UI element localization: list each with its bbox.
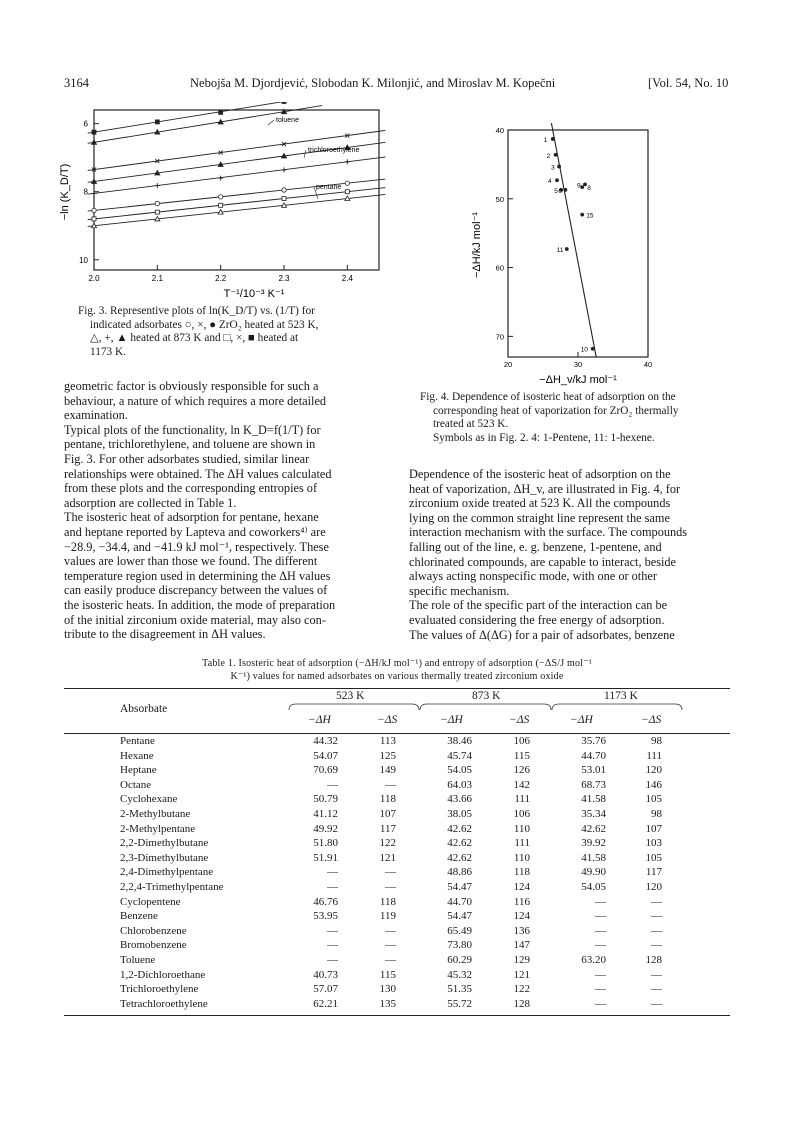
table-cell: 107 [379, 807, 396, 820]
table-row [64, 982, 670, 997]
figure-4 [468, 120, 668, 390]
table-cell: 35.76 [581, 735, 606, 747]
absorbate-name: 1,2-Dichloroethane [120, 968, 206, 981]
fig3-label-trichloroethylene: trichloroethylene [308, 147, 360, 154]
fig3-ytick-label: 8 [83, 187, 88, 197]
table-row [64, 968, 670, 983]
fig4-point [554, 153, 558, 157]
table-cell: 45.74 [447, 749, 472, 762]
table-cell: 130 [379, 983, 396, 996]
absorbate-name: 2,4-Dimethylpentane [120, 866, 214, 879]
table-row [64, 865, 670, 880]
absorbate-name: Octane [120, 778, 152, 791]
table-caption-line: K⁻¹) values for named adsorbates on various thermally treated zirconium oxide [230, 671, 564, 682]
sub-dh: −ΔH [308, 714, 331, 726]
table-cell: 54.47 [447, 910, 472, 923]
fig4-point-label: 10 [580, 346, 588, 354]
fig4-point-label: 6 [558, 187, 563, 195]
table-cell: 129 [513, 953, 530, 966]
fig3-series-line [88, 106, 322, 144]
fig4-ytick-label: 60 [495, 263, 504, 273]
fig3-ylabel: −ln (K_D/T) [59, 163, 71, 221]
fig3-caption-line: △, +, ▲ heated at 873 K and □, ×, ■ heated at [90, 332, 299, 345]
table-cell: 106 [513, 735, 530, 747]
text-line: tribute to the disagreement in ΔH values. [64, 627, 266, 642]
table-cell: 111 [514, 793, 530, 806]
table-body [64, 734, 730, 1011]
fig3-series-line [88, 194, 386, 226]
text-line: chlorinated compounds, are capable to interact, beside [409, 554, 677, 569]
sub-ds: −ΔS [509, 714, 530, 726]
fig3-point [345, 190, 349, 194]
table-cell: 51.80 [313, 837, 338, 850]
table-top-rule [64, 688, 730, 689]
table-row [64, 895, 670, 910]
table-cell: 142 [513, 778, 530, 791]
fig4-point [591, 347, 595, 351]
fig4-plot [468, 120, 668, 390]
fig3-point [92, 217, 96, 221]
text-line: falling out of the line, e. g. benzene, 1-pentene, and [409, 539, 662, 554]
fig4-ytick-label: 50 [495, 194, 504, 204]
table-cell: — [327, 924, 338, 937]
fig4-point [557, 165, 561, 169]
running-authors: Nebojša M. Djordjević, Slobodan K. Milonjić, and Miroslav M. Kopečni [190, 76, 556, 90]
fig3-point [92, 208, 96, 212]
fig4-xlabel: −ΔH_v/kJ mol⁻¹ [539, 374, 617, 386]
table-cell: 38.46 [447, 735, 472, 747]
table-cell: 51.91 [313, 851, 338, 864]
fig3-point [155, 120, 159, 124]
fig3-point [282, 188, 286, 192]
table-cell: 44.70 [447, 895, 472, 908]
table-cell: 117 [379, 822, 396, 835]
sub-ds: −ΔS [641, 714, 662, 726]
table-cell: — [651, 997, 662, 1010]
table-cell: 105 [645, 793, 662, 806]
absorbate-name: Trichloroethylene [120, 983, 199, 996]
fig3-point [155, 201, 159, 205]
table-cell: 124 [513, 880, 530, 893]
table-cell: 106 [513, 807, 530, 820]
table-cell: 118 [513, 866, 530, 879]
fig3-ytick-label: 6 [83, 119, 88, 129]
text-line: behaviour, a nature of which requires a more detailed [64, 393, 327, 408]
table-cell: 119 [379, 910, 396, 923]
col-head-873k: 873 K [472, 690, 501, 702]
table-cell: 44.32 [313, 735, 338, 747]
absorbate-name: Pentane [120, 735, 155, 747]
fig3-point [345, 159, 350, 164]
table-cell: 110 [513, 851, 530, 864]
fig3-label-toluene: toluene [276, 117, 299, 124]
fig4-point-label: 5 [554, 187, 558, 195]
table-cell: 126 [513, 764, 530, 777]
fig3-xtick-label: 2.0 [88, 274, 100, 283]
table-cell: — [327, 939, 338, 952]
table-cell: — [385, 778, 396, 791]
table-cell: 54.47 [447, 880, 472, 893]
table-cell: 121 [379, 851, 396, 864]
fig4-ylabel: −ΔH/kJ mol⁻¹ [471, 211, 483, 279]
fig4-point-label: 9 [577, 182, 581, 190]
fig3-point [155, 183, 160, 188]
table-cell: 110 [513, 822, 530, 835]
table-cell: 120 [645, 880, 662, 893]
text-line: interaction mechanism with the surface. The compounds [409, 525, 688, 540]
table-cell: 115 [513, 749, 530, 762]
absorbate-name: Heptane [120, 764, 157, 777]
fig3-xtick-label: 2.1 [151, 274, 163, 283]
fig4-point [580, 213, 584, 217]
table-cell: — [327, 778, 338, 791]
fig4-point-label: 3 [551, 164, 555, 172]
fig4-caption [420, 391, 740, 445]
table-row [64, 734, 670, 749]
table-cell: 64.03 [447, 778, 472, 791]
fig3-point [218, 195, 222, 199]
table-cell: 118 [379, 793, 396, 806]
table-cell: 124 [513, 910, 530, 923]
absorbate-name: Benzene [120, 910, 158, 923]
fig4-xtick-label: 40 [643, 360, 653, 369]
table-cell: 111 [646, 749, 662, 762]
table-cell: — [595, 997, 606, 1010]
table-row [64, 997, 670, 1012]
text-line: heat of vaporization, ΔH_v, are illustrated in Fig. 4, for [409, 481, 681, 496]
fig3-caption [78, 305, 388, 359]
fig3-xtick-label: 2.3 [278, 274, 290, 283]
fig4-point-label: 1 [543, 136, 548, 144]
sub-ds: −ΔS [377, 714, 398, 726]
text-line: The role of the specific part of the interaction can be [409, 598, 668, 613]
table-cell: 53.01 [581, 764, 606, 777]
table-cell: 35.34 [581, 807, 606, 820]
fig4-point [555, 178, 559, 182]
fig3-caption-line: 1173 K. [90, 345, 126, 358]
table-cell: 122 [513, 983, 530, 996]
fig4-point [565, 247, 569, 251]
table-cell: 54.05 [447, 764, 472, 777]
table-cell: — [595, 924, 606, 937]
col-head-absorbate: Absorbate [120, 703, 168, 715]
fig4-frame [508, 130, 648, 357]
fig3-label-pentane: pentane [316, 184, 342, 191]
table-cell: 48.86 [447, 866, 472, 879]
fig4-point-label: 8 [587, 185, 591, 193]
fig4-point-label: 11 [556, 247, 564, 255]
table-cell: 50.79 [313, 793, 338, 806]
table-cell: 41.58 [581, 851, 606, 864]
fig3-point [155, 210, 159, 214]
table-cell: 42.62 [447, 837, 472, 850]
fig3-point [345, 181, 349, 185]
fig4-xtick-label: 30 [573, 360, 583, 369]
text-line: examination. [64, 408, 128, 423]
table-cell: 60.29 [447, 953, 472, 966]
fig4-point-label: 15 [586, 212, 594, 220]
table-row [64, 909, 670, 924]
journal-reference: [Vol. 54, No. 10 [648, 76, 729, 90]
table-cell: 113 [379, 735, 396, 747]
table-cell: 128 [645, 953, 662, 966]
table-row [64, 749, 670, 764]
table-cell: 70.69 [313, 764, 338, 777]
table-cell: 98 [651, 807, 662, 820]
text-line: of the initial zirconium oxide material, may also con- [64, 612, 326, 627]
table-header [64, 690, 730, 734]
table-cell: 40.73 [313, 968, 338, 981]
figure-3 [58, 102, 388, 302]
text-line: The values of Δ(ΔG) for a pair of adsorbates, benzene [409, 627, 675, 642]
fig3-ytick-label: 10 [79, 255, 88, 265]
text-line: Typical plots of the functionality, ln K_D=f(1/T) for [64, 422, 321, 437]
table-cell: 54.07 [313, 749, 338, 762]
table-cell: — [385, 924, 396, 937]
text-line: temperature region used in determining the ΔH values [64, 568, 331, 583]
table-row [64, 924, 670, 939]
absorbate-name: 2,3-Dimethylbutane [120, 851, 209, 864]
table-cell: 41.58 [581, 793, 606, 806]
absorbate-name: 2,2,4-Trimethylpentane [120, 880, 224, 893]
fig4-ytick-label: 40 [495, 126, 504, 135]
table-cell: — [651, 895, 662, 908]
fig3-point [218, 176, 223, 181]
table-cell: — [595, 939, 606, 952]
table-cell: 63.20 [581, 953, 606, 966]
fig3-label-toluene-leader [268, 120, 274, 125]
text-line: zirconium oxide treated at 523 K. All the compounds [409, 496, 671, 511]
table-cell: — [651, 983, 662, 996]
fig3-xtick-label: 2.2 [215, 274, 227, 283]
table-cell: — [327, 880, 338, 893]
table-cell: 42.62 [447, 851, 472, 864]
table-cell: 116 [513, 895, 530, 908]
table-cell: 55.72 [447, 997, 472, 1010]
fig3-caption-line: Fig. 3. Representive plots of ln(K_D/T) vs. (1/T) for [78, 305, 315, 317]
fig4-caption-line: treated at 523 K. [433, 418, 509, 431]
text-line: pentane, trichlorethylene, and toluene are shown in [64, 437, 316, 452]
table-cell: 42.62 [447, 822, 472, 835]
col-head-1173k: 1173 K [604, 690, 638, 702]
table-cell: 149 [379, 764, 396, 777]
table-cell: — [385, 939, 396, 952]
table-cell: 46.76 [313, 895, 338, 908]
absorbate-name: 2-Methylbutane [120, 807, 191, 820]
absorbate-name: 2-Methylpentane [120, 822, 196, 835]
table-cell: 120 [645, 764, 662, 777]
table-cell: 135 [379, 997, 396, 1010]
table-cell: — [651, 968, 662, 981]
fig3-series-line [88, 188, 386, 220]
table-cell: 107 [645, 822, 662, 835]
table-cell: 44.70 [581, 749, 606, 762]
table-cell: 121 [513, 968, 530, 981]
table-row [64, 938, 670, 953]
table-cell: 68.73 [581, 778, 606, 791]
table-cell: — [385, 866, 396, 879]
text-line: evaluated considering the free energy of adsorption. [409, 612, 665, 627]
table-row [64, 807, 670, 822]
text-line: relationships were obtained. The ΔH values calculated [64, 466, 332, 481]
table-cell: 39.92 [581, 837, 606, 850]
fig3-label-trichloroethylene-leader [304, 150, 306, 158]
left-column-text [64, 379, 388, 642]
fig3-xtick-label: 2.4 [341, 274, 353, 283]
fig4-caption-line: Fig. 4. Dependence of isosteric heat of adsorption on the [420, 391, 676, 403]
fig4-point [564, 188, 568, 192]
table-bottom-rule [64, 1015, 730, 1016]
table-cell: — [595, 983, 606, 996]
table-cell: 111 [514, 837, 530, 850]
table-cell: 128 [513, 997, 530, 1010]
table-row [64, 822, 670, 837]
fig3-point [282, 167, 287, 172]
right-column-text [409, 467, 731, 642]
fig4-xtick-label: 20 [503, 360, 513, 369]
text-line: lying on the common straight line represent the same [409, 510, 670, 525]
table-cell: 115 [379, 968, 396, 981]
table-cell: 147 [513, 939, 530, 952]
text-line: −28.9, −34.4, and −41.9 kJ mol⁻¹, respectively. These [64, 539, 329, 554]
page-number: 3164 [64, 76, 89, 90]
table-cell: 136 [513, 924, 530, 937]
absorbate-name: Hexane [120, 749, 154, 762]
table-caption [64, 657, 730, 683]
text-line: Dependence of the isosteric heat of adsorption on the [409, 467, 671, 481]
table-cell: 65.49 [447, 924, 472, 937]
absorbate-name: Cyclopentene [120, 895, 181, 908]
absorbate-name: Bromobenzene [120, 939, 187, 952]
text-line: from these plots and the corresponding entropies of [64, 481, 318, 496]
table-cell: 42.62 [581, 822, 606, 835]
table-row [64, 763, 670, 778]
table-cell: — [327, 866, 338, 879]
table-cell: 54.05 [581, 880, 606, 893]
fig4-point [580, 185, 584, 189]
fig4-point-label: 4 [548, 178, 552, 186]
text-line: The isosteric heat of adsorption for pentane, hexane [64, 510, 319, 525]
table-row [64, 778, 670, 793]
fig4-point-label: 2 [546, 152, 551, 160]
sub-dh: −ΔH [440, 714, 463, 726]
fig4-caption-line: corresponding heat of vaporization for ZrO₂ thermally [433, 404, 679, 417]
absorbate-name: Toluene [120, 953, 156, 966]
text-line: geometric factor is obviously responsible for such a [64, 379, 319, 393]
absorbate-name: Tetrachloroethylene [120, 997, 208, 1010]
text-line: can easily produce discrepancy between the values of [64, 583, 328, 598]
table-cell: 43.66 [447, 793, 472, 806]
table-cell: 103 [645, 837, 662, 850]
text-line: the isosteric heats. In addition, the mode of preparation [64, 597, 336, 612]
text-line: specific mechanism. [409, 583, 510, 598]
sub-dh: −ΔH [570, 714, 593, 726]
table-row [64, 953, 670, 968]
table-cell: 118 [379, 895, 396, 908]
table-cell: 38.05 [447, 807, 472, 820]
table-caption-line: Table 1. Isosteric heat of adsorption (−ΔH/kJ mol⁻¹) and entropy of adsorption (−ΔS/J mol⁻¹ [202, 658, 592, 669]
table-cell: 73.80 [447, 939, 472, 952]
table-cell: — [595, 910, 606, 923]
text-line: always acting nonspecific mode, with one or other [409, 569, 657, 584]
header-braces [64, 702, 730, 712]
fig3-point [282, 102, 286, 103]
fig3-point [219, 203, 223, 207]
fig3-point [219, 110, 223, 114]
table-cell: — [385, 953, 396, 966]
table-cell: — [595, 968, 606, 981]
table-row [64, 851, 670, 866]
fig4-point [583, 182, 587, 186]
table-cell: 53.95 [313, 910, 338, 923]
fig4-caption-line: Symbols as in Fig. 2. 4: 1-Pentene, 11: 1-hexene. [433, 431, 655, 444]
fig3-xlabel: T⁻¹/10⁻³ K⁻¹ [223, 288, 285, 300]
table-cell: 125 [379, 749, 396, 762]
fig3-caption-line: indicated adsorbates ○, ×, ● ZrO₂ heated at 523 K, [90, 318, 319, 331]
table-cell: 62.21 [313, 997, 338, 1010]
table-cell: — [651, 924, 662, 937]
table-cell: 105 [645, 851, 662, 864]
table-cell: 57.07 [313, 983, 338, 996]
absorbate-name: Chlorobenzene [120, 924, 187, 937]
table-cell: 146 [645, 778, 662, 791]
table-cell: — [651, 910, 662, 923]
absorbate-name: Cyclohexane [120, 793, 178, 806]
table-cell: 51.35 [447, 983, 472, 996]
fig4-ytick-label: 70 [495, 332, 504, 342]
text-line: values are lower than those we found. The different [64, 554, 318, 569]
fig3-plot [58, 102, 388, 302]
fig3-point [92, 130, 96, 134]
fig3-point [282, 197, 286, 201]
table-cell: 49.92 [313, 822, 338, 835]
data-table [64, 734, 670, 1011]
table-cell: — [595, 895, 606, 908]
text-line: and heptane reported by Lapteva and coworkers⁴⁾ are [64, 524, 326, 539]
fig4-point [551, 137, 555, 141]
text-line: Fig. 3. For other adsorbates studied, similar linear [64, 451, 310, 466]
table-row [64, 880, 670, 895]
table-cell: — [651, 939, 662, 952]
table-cell: 41.12 [313, 807, 338, 820]
table-row [64, 792, 670, 807]
table-cell: 98 [651, 735, 662, 747]
table-cell: 45.32 [447, 968, 472, 981]
table-cell: 117 [645, 866, 662, 879]
absorbate-name: 2,2-Dimethylbutane [120, 837, 209, 850]
table-cell: — [385, 880, 396, 893]
fig4-fit-line [551, 123, 596, 357]
table-cell: — [327, 953, 338, 966]
table-row [64, 836, 670, 851]
text-line: adsorption are collected in Table 1. [64, 495, 237, 510]
table-cell: 49.90 [581, 866, 606, 879]
col-head-523k: 523 K [336, 690, 365, 702]
table-cell: 122 [379, 837, 396, 850]
